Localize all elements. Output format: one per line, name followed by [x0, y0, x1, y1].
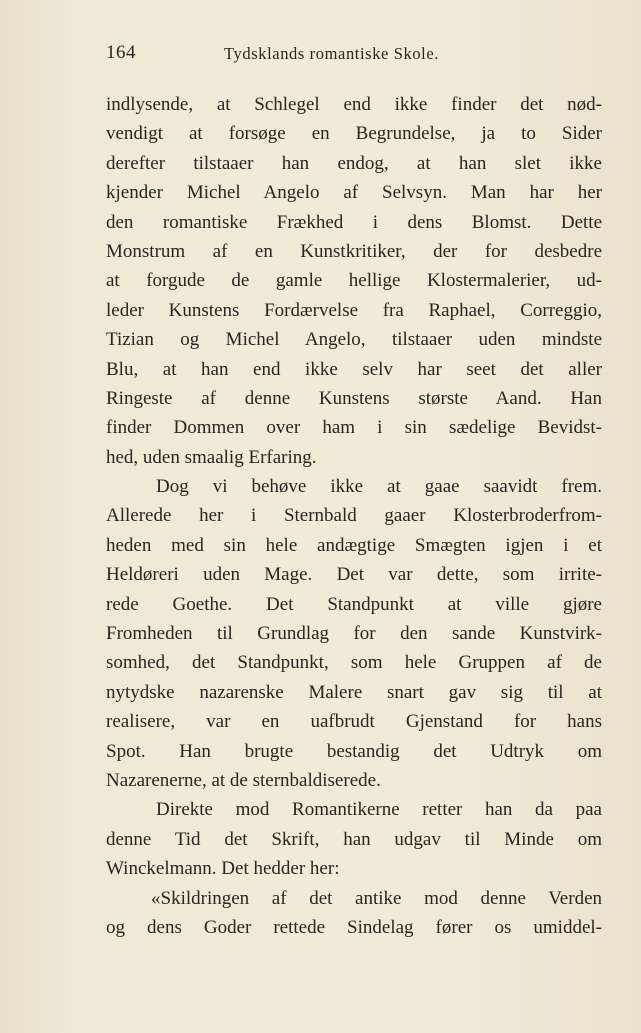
text-line: Blu, at han end ikke selv har seet det aller [106, 358, 602, 380]
text-line: Fromheden til Grundlag for den sande Kunstvirk- [106, 623, 602, 645]
text-line: rede Goethe. Det Standpunkt at ville gjøre [106, 593, 602, 615]
page-number: 164 [106, 42, 136, 63]
text-line: derefter tilstaaer han endog, at han slet ikke [106, 152, 602, 174]
text-line: Direkte mod Romantikerne retter han da paa [156, 799, 602, 821]
page-header [106, 42, 602, 72]
text-line: Monstrum af en Kunstkritiker, der for desbedre [106, 240, 602, 262]
text-line: Dog vi behøve ikke at gaae saavidt frem. [156, 476, 602, 498]
text-line: kjender Michel Angelo af Selvsyn. Man har her [106, 182, 602, 204]
text-line: indlysende, at Schlegel end ikke finder det nød- [106, 94, 602, 115]
text-line: at forgude de gamle hellige Klostermalerier, ud- [106, 270, 602, 292]
text-line: Ringeste af denne Kunstens største Aand. Han [106, 387, 602, 409]
text-line: finder Dommen over ham i sin sædelige Bevidst- [106, 417, 602, 439]
text-line: Heldøreri uden Mage. Det var dette, som irrite- [106, 564, 602, 586]
text-line: heden med sin hele andægtige Smægten igjen i et [106, 534, 602, 556]
text-line: leder Kunstens Fordærvelse fra Raphael, Correggio, [106, 299, 602, 321]
body-text [106, 90, 602, 942]
text-line: den romantiske Frækhed i dens Blomst. Dette [106, 211, 602, 233]
text-line: Allerede her i Sternbald gaaer Klosterbroderfrom- [106, 505, 602, 527]
text-line: Spot. Han brugte bestandig det Udtryk om [106, 740, 602, 762]
text-line: Nazarenerne, at de sternbaldiserede. [106, 769, 381, 791]
text-line: realisere, var en uafbrudt Gjenstand for hans [106, 711, 602, 733]
text-line: hed, uden smaalig Erfaring. [106, 446, 317, 468]
text-line: Winckelmann. Det hedder her: [106, 858, 340, 880]
text-line: denne Tid det Skrift, han udgav til Minde om [106, 828, 602, 850]
running-title: Tydsklands romantiske Skole. [224, 44, 440, 63]
text-line: somhed, det Standpunkt, som hele Gruppen af de [106, 652, 602, 674]
text-line: og dens Goder rettede Sindelag fører os umiddel- [106, 916, 602, 938]
text-line: «Skildringen af det antike mod denne Verden [151, 887, 602, 909]
text-line: vendigt at forsøge en Begrundelse, ja to Sider [106, 123, 602, 145]
text-line: nytydske nazarenske Malere snart gav sig til at [106, 681, 602, 703]
text-line: Tizian og Michel Angelo, tilstaaer uden mindste [106, 329, 602, 351]
